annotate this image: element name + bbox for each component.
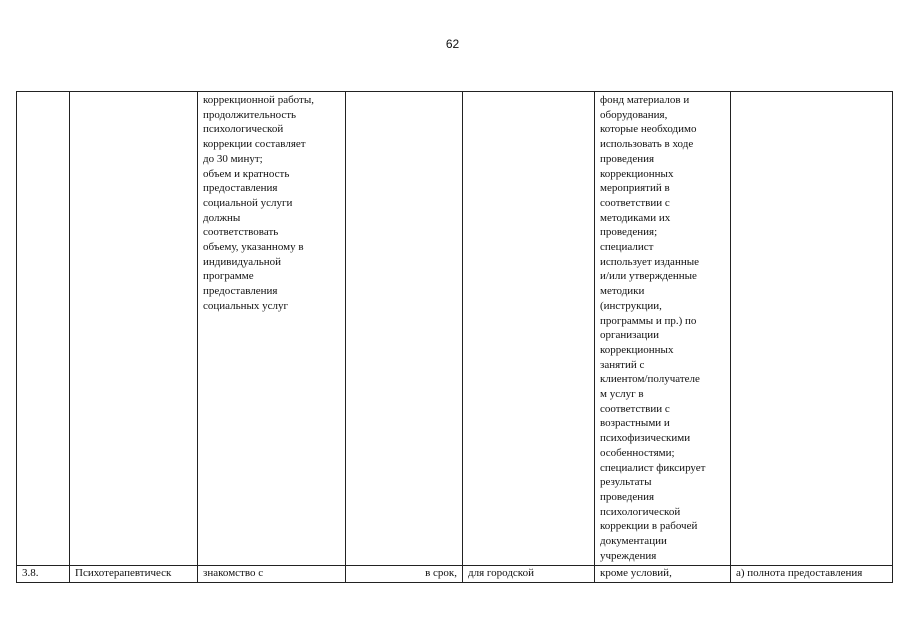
table-cell-number: 3.8. xyxy=(17,565,70,582)
page-number: 62 xyxy=(445,37,460,51)
table-row-continuation xyxy=(17,92,893,566)
table-cell-quality-indicators: а) полнота предоставления xyxy=(731,565,893,582)
table-cell-number xyxy=(17,92,70,566)
table-cell-service-description: коррекционной работы, продолжительность психологической коррекции составляет до 30 минут; объем и кратность предоставления социальной услуги должны соответствовать объему, указанному в индивидуальной программе предоставления социальных услуг xyxy=(198,92,346,566)
table-row-3-8 xyxy=(17,565,893,582)
standards-table xyxy=(16,91,893,583)
table-cell-deadline xyxy=(346,92,463,566)
table-cell-conditions: кроме условий, xyxy=(595,565,731,582)
table-cell-service-name xyxy=(70,92,198,566)
table-cell-deadline: в срок, xyxy=(346,565,463,582)
table-cell-conditions: фонд материалов и оборудования, которые необходимо использовать в ходе проведения коррекционных мероприятий в соответствии с методиками их проведения; специалист использует изданные и/или утвержденные методики (инструкции, программы и пр.) по организации коррекционных занятий с клиентом/получателе м услуг в соответствии с возрастными и психофизическими особенностями; специалист фиксирует результаты проведения психологической коррекции в рабочей документации учреждения xyxy=(595,92,731,566)
table-cell-service-name: Психотерапевтическ xyxy=(70,565,198,582)
table-cell-per-capita-norm: для городской xyxy=(463,565,595,582)
table-cell-quality-indicators xyxy=(731,92,893,566)
table-cell-per-capita-norm xyxy=(463,92,595,566)
table-cell-service-description: знакомство с xyxy=(198,565,346,582)
